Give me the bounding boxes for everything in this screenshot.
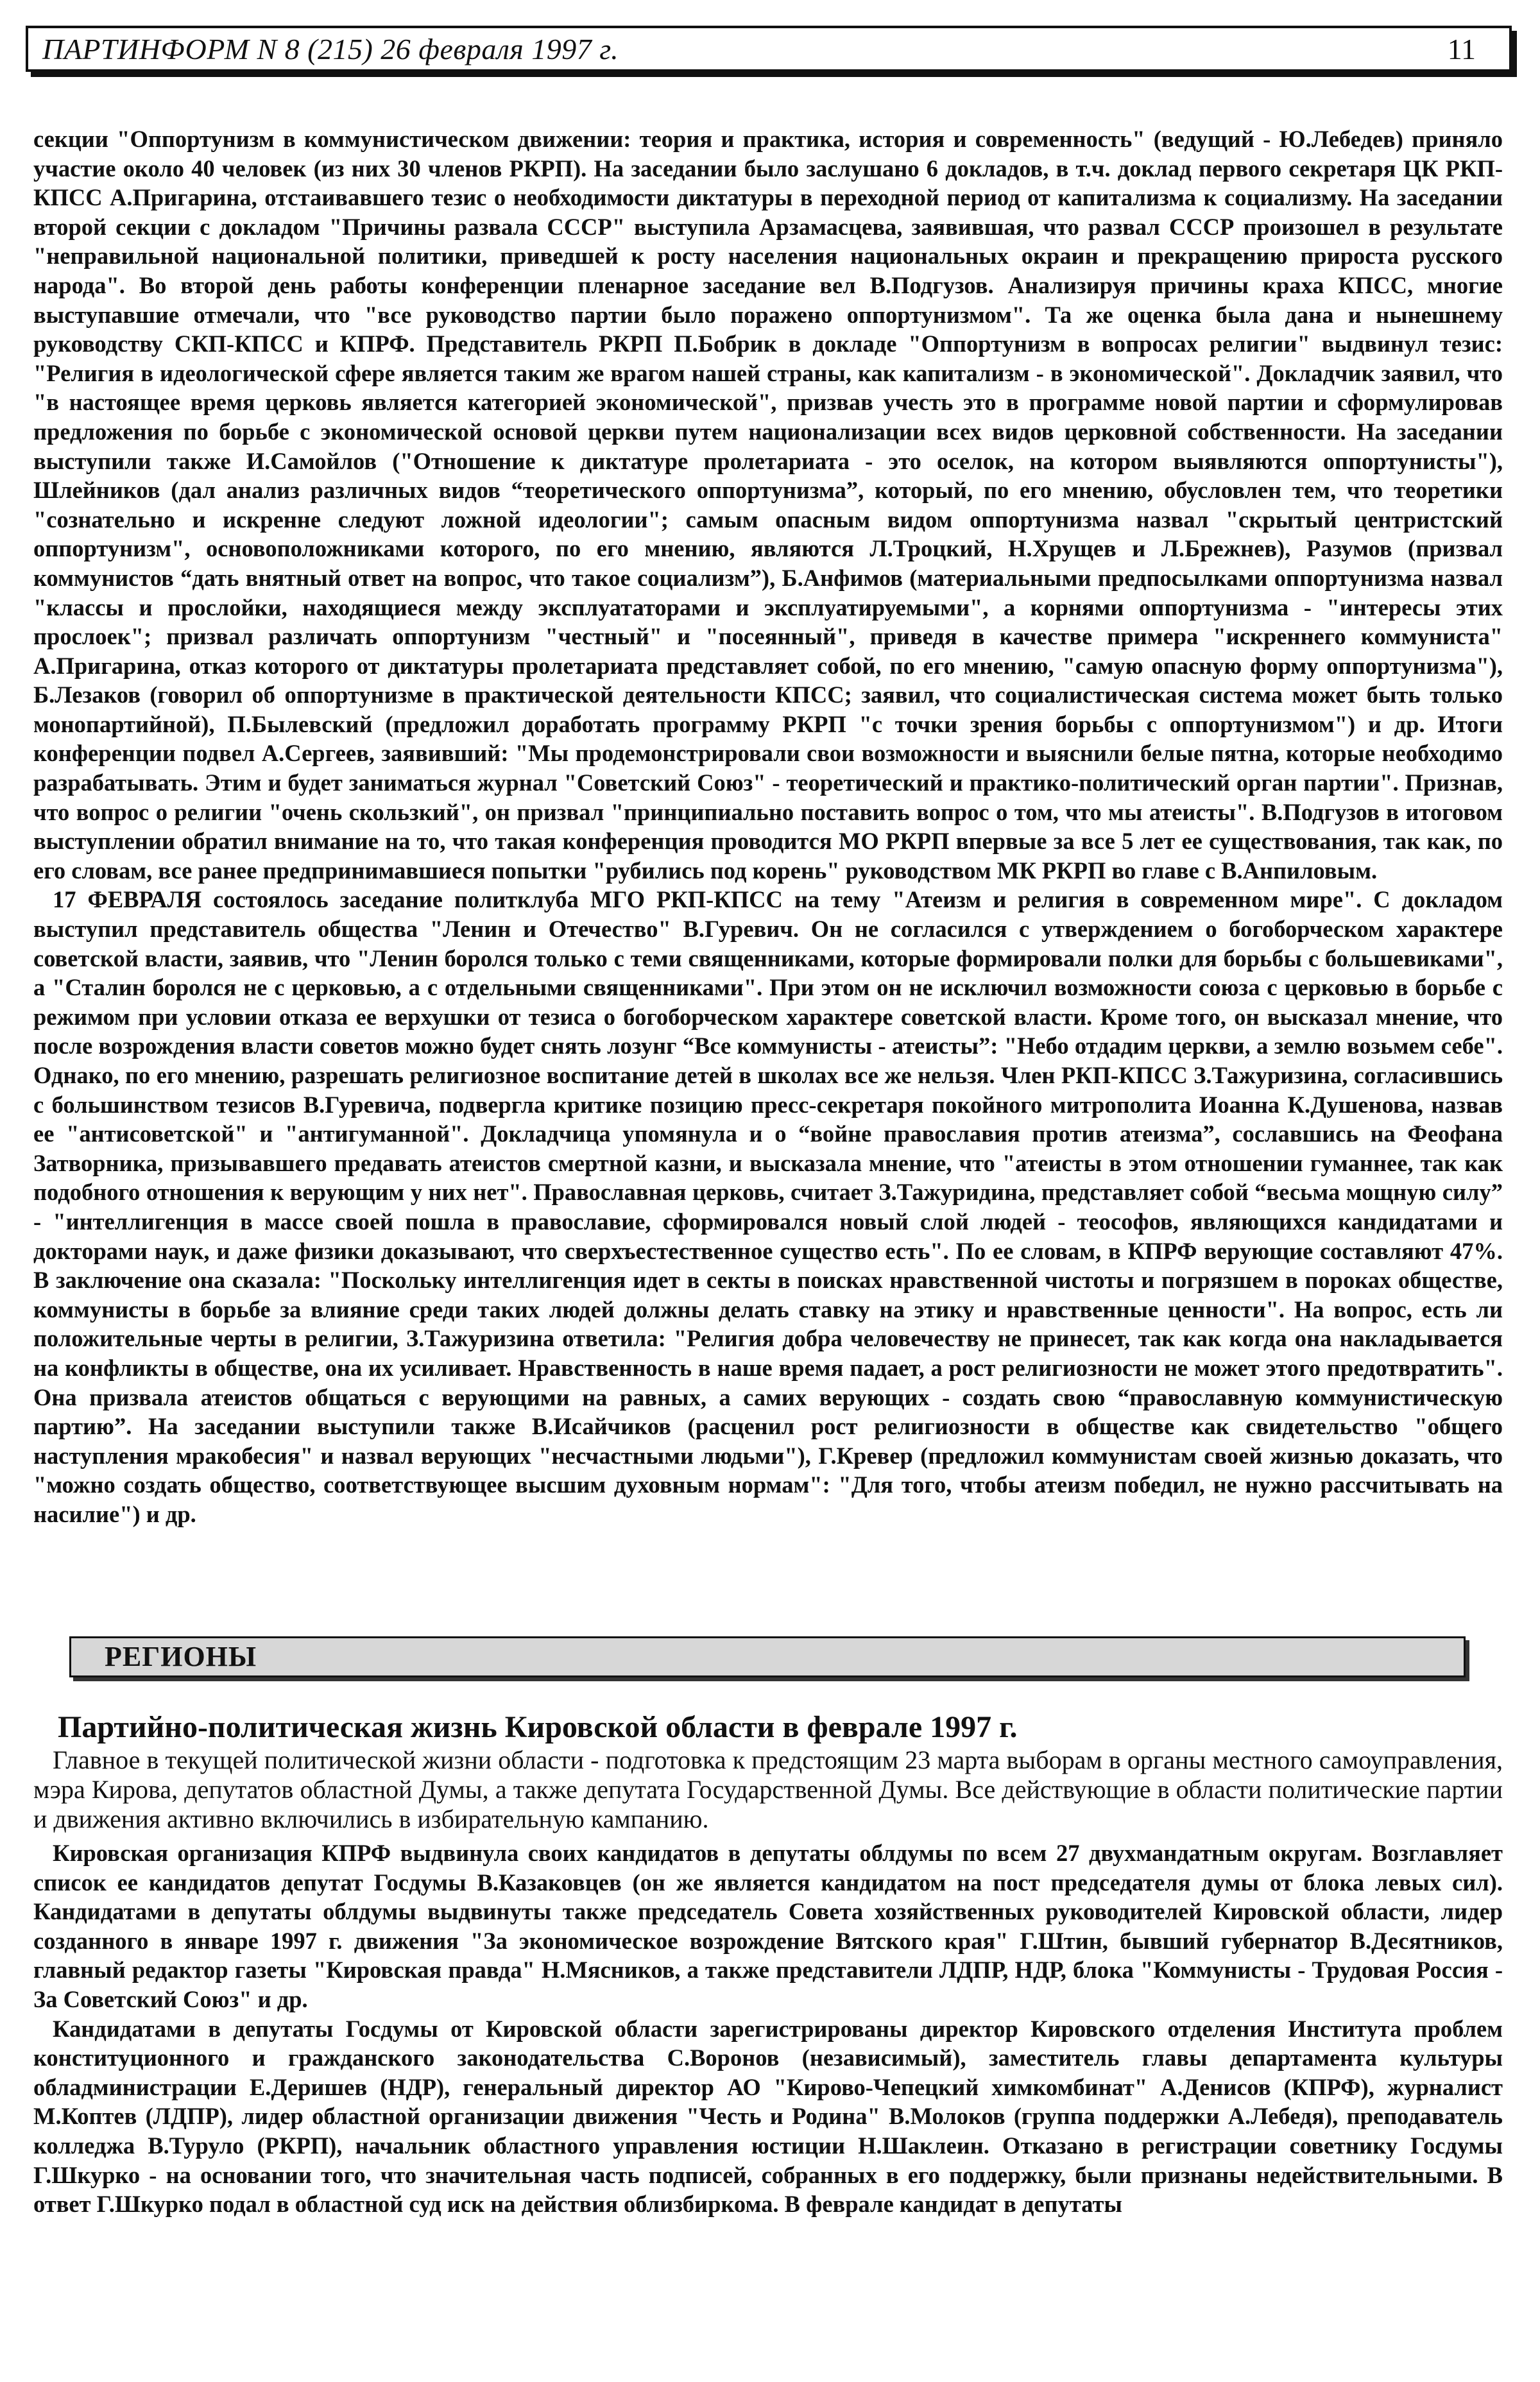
paragraph-kprf-candidates: Кировская организация КПРФ выдвинула своих кандидатов в депутаты облдумы по всем 27 двухмандатным округам. Возглавляет список ее кандидатов депутат Госдумы В.Казаковцев (он же является кандидатом на пост председателя думы от блока левых сил). Кандидатами в депутаты облдумы выдвинуты также председатель Совета хозяйственных руководителей Кировской области, лидер созданного в январе 1997 г. движения "За экономическое возрождение Вятского края" Г.Штин, бывший губернатор В.Десятников, главный редактор газеты "Кировская правда" Н.Мясников, а также представители ЛДПР, НДР, блока "Коммунисты - Трудовая Россия - За Советский Союз" и др. xyxy=(33,1840,1503,2012)
paragraph-duma-candidates: Кандидатами в депутаты Госдумы от Кировской области зарегистрированы директор Кировского отделения Института проблем конституционного и гражданского законодательства С.Воронов (независимый), заместитель главы департамента культуры обладминистрации Е.Деришев (НДР), генеральный директор АО "Кирово-Чепецкий химкомбинат" А.Денисов (КПРФ), журналист М.Коптев (ЛДПР), лидер областной организации движения "Честь и Родина" В.Молоков (группа поддержки А.Лебедя), преподаватель колледжа В.Туруло (РКРП), начальник областного управления юстиции Н.Шаклеин. Отказано в регистрации советнику Госдумы Г.Шкурко - на основании того, что значительная часть подписей, собранных в его поддержку, были признаны недействительными. В ответ Г.Шкурко подал в областной суд иск на действия облизбиркома. В феврале кандидат в депутаты xyxy=(33,2015,1503,2218)
article-title: Партийно-политическая жизнь Кировской области в феврале 1997 г. xyxy=(58,1710,1018,1744)
article-body xyxy=(33,1838,1503,2219)
article-lead: Главное в текущей политической жизни области - подготовка к предстоящим 23 марта выборам в органы местного самоуправления, мэра Кирова, депутатов областной Думы, а также депутата Государственной Думы. Все действующие в области политические партии и движения активно включились в избирательную кампанию. xyxy=(33,1745,1503,1833)
section-banner xyxy=(69,1636,1466,1677)
page-header xyxy=(26,26,1512,72)
paragraph-conference: секции "Оппортунизм в коммунистическом движении: теория и практика, история и современность" (ведущий - Ю.Лебедев) приняло участие около 40 человек (из них 30 членов РКРП). На заседании было заслушано 6 докладов, в т.ч. доклад первого секретаря ЦК РКП-КПСС А.Пригарина, отстаивавшего тезис о необходимости диктатуры в переходной период от капитализма к социализму. На заседании второй секции с докладом "Причины развала СССР" выступила Арзамасцева, заявившая, что развал СССР произошел в результате "неправильной национальной политики, приведшей к росту населения национальных окраин и прекращению прироста русского народа". Во второй день работы конференции пленарное заседание вел В.Подгузов. Анализируя причины краха КПСС, многие выступавшие отмечали, что "все руководство партии было поражено оппортунизмом". Та же оценка была дана и нынешнему руководству СКП-КПСС и КПРФ. Представитель РКРП П.Бобрик в докладе "Оппортунизм в вопросах религии" выдвинул тезис: "Религия в идеологической сфере является таким же врагом нашей страны, как капитализм - в экономической". Докладчик заявил, что "в настоящее время церковь является категорией экономической", призвав учесть это в программе новой партии и сформулировав предложения по борьбе с экономической основой церкви путем национализации всех видов церковной собственности. На заседании выступили также И.Самойлов ("Отношение к диктатуре пролетариата - это оселок, на котором выявляются оппортунисты"), Шлейников (дал анализ различных видов “теоретического оппортунизма”, который, по его мнению, обусловлен тем, что теоретики "сознательно и искренне следуют ложной идеологии"; самым опасным видом оппортунизма назвал "скрытый центристский оппортунизм", основоположниками которого, по его мнению, являются Л.Троцкий, Н.Хрущев и Л.Брежнев), Разумов (призвал коммунистов “дать внятный ответ на вопрос, что такое социализм”), Б.Анфимов (материальными предпосылками оппортунизма назвал "классы и прослойки, находящиеся между эксплуататорами и эксплуатируемыми", а корнями оппортунизма - "интересы этих прослоек"; призвал различать оппортунизм "честный" и "посеянный", приведя в качестве примера "искреннего коммуниста" А.Пригарина, отказ которого от диктатуры пролетариата представляет собой, по его мнению, "самую опасную форму оппортунизма"), Б.Лезаков (говорил об оппортунизме в практической деятельности КПСС; заявил, что социалистическая система может быть только монопартийной), П.Былевский (предложил доработать программу РКРП "с точки зрения борьбы с оппортунизмом") и др. Итоги конференции подвел А.Сергеев, заявивший: "Мы продемонстрировали свои возможности и выяснили белые пятна, которые необходимо разрабатывать. Этим и будет заниматься журнал "Советский Союз" - теоретический и практико-политический орган партии". Признав, что вопрос о религии "очень скользкий", он призвал "принципиально поставить вопрос о том, что мы атеисты". В.Подгузов в итоговом выступлении обратил внимание на то, что такая конференция проводится МО РКРП впервые за все 5 лет ее существования, так как, по его словам, все ранее предпринимавшиеся попытки "рубились под корень" руководством МК РКРП во главе с В.Анпиловым. xyxy=(33,126,1503,884)
paragraph-politclub: 17 ФЕВРАЛЯ состоялось заседание политклуба МГО РКП-КПСС на тему "Атеизм и религия в современном мире". С докладом выступил представитель общества "Ленин и Отечество" В.Гуревич. Он не согласился с утверждением о богоборческом характере советской власти, заявив, что "Ленин боролся только с теми священниками, которые формировали полки для борьбы с большевиками", а "Сталин боролся не с церковью, а с отдельными священниками". При этом он не исключил возможности союза с церковью в борьбе с режимом при условии отказа ее верхушки от тезиса о богоборческом характере советской власти. Кроме того, он высказал мнение, что после возрождения власти советов можно будет снять лозунг “Все коммунисты - атеисты”: "Небо отдадим церкви, а землю возьмем себе". Однако, по его мнению, разрешать религиозное воспитание детей в школах все же нельзя. Член РКП-КПСС З.Тажуризина, согласившись с большинством тезисов В.Гуревича, подвергла критике позицию пресс-секретаря покойного митрополита Иоанна К.Душенова, назвав ее "антисоветской" и "антигуманной". Докладчица упомянула и о “войне православия против атеизма”, сославшись на Феофана Затворника, призывавшего предавать атеистов смертной казни, и высказала мнение, что "атеисты в этом отношении гуманнее, так как подобного отношения к верующим у них нет". Православная церковь, считает З.Тажуридина, представляет собой “весьма мощную силу” - "интеллигенция в массе своей пошла в православие, сформировался новый слой людей - теософов, являющихся кандидатами и докторами наук, и даже физики доказывают, что сверхъестественное существо есть". По ее словам, в КПРФ верующие составляют 47%. В заключение она сказала: "Поскольку интеллигенция идет в секты в поисках нравственной чистоты и погрязшем в пороках обществе, коммунисты в борьбе за влияние среди таких людей должны делать ставку на этику и нравственные ценности". На вопрос, есть ли положительные черты в религии, З.Тажуризина ответила: "Религия добра человечеству не принесет, так как когда она накладывается на конфликты в обществе, она их усиливает. Нравственность в наше время падает, а рост религиозности не может этого предотвратить". Она призвала атеистов общаться с верующими на равных, а самих верующих - создать свою “православную коммунистическую партию”. На заседании выступили также В.Исайчиков (расценил рост религиозности в обществе как свидетельство "общего наступления мракобесия" и назвал верующих "несчастными людьми"), Г.Кревер (предложил коммунистам своей жизнью доказать, что "можно создать общество, соответствующее высшим духовным нормам": "Для того, чтобы атеизм победил, не нужно рассчитывать на насилие") и др. xyxy=(33,886,1503,1527)
top-text-block xyxy=(33,124,1503,1529)
page-number: 11 xyxy=(1447,33,1476,65)
section-title: РЕГИОНЫ xyxy=(105,1641,257,1672)
publication-title: ПАРТИНФОРМ N 8 (215) 26 февраля 1997 г. xyxy=(42,33,619,65)
